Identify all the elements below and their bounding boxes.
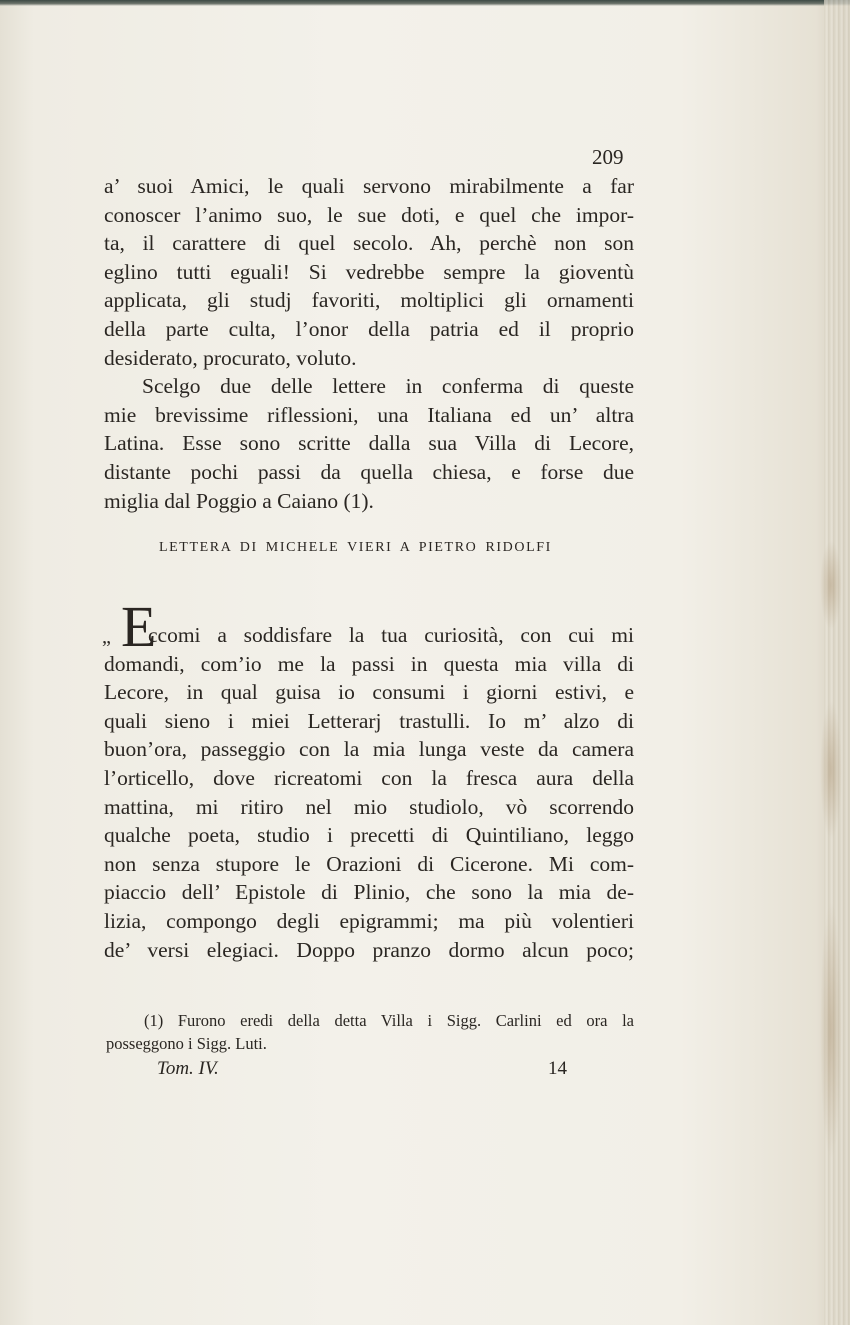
letter-line: l’orticello, dove ricreatomi con la fresca aura della: [104, 765, 634, 790]
letter-text: [104, 621, 634, 964]
foxing-stain: [820, 700, 842, 840]
body-line: eglino tutti eguali! Si vedrebbe sempre la gioventù: [104, 259, 634, 284]
letter-line: de’ versi elegiaci. Doppo pranzo dormo alcun poco;: [104, 937, 634, 962]
letter-heading: LETTERA DI MICHELE VIERI A PIETRO RIDOLFI: [159, 540, 552, 555]
letter-line: qualche poeta, studio i precetti di Quintiliano, leggo: [104, 823, 634, 848]
opening-quote-mark: „: [102, 626, 111, 648]
body-line: della parte culta, l’onor della patria ed il proprio: [104, 316, 634, 341]
body-line: distante pochi passi da quella chiesa, e forse due: [104, 459, 634, 484]
signature-number: 14: [548, 1058, 567, 1079]
footnote-line: posseggono i Sigg. Luti.: [106, 1034, 267, 1053]
foxing-stain: [820, 540, 842, 630]
letter-line: lizia, compongo degli epigrammi; ma più volentieri: [104, 908, 634, 933]
body-line: a’ suoi Amici, le quali servono mirabilmente a far: [104, 174, 634, 198]
letter-line: mattina, mi ritiro nel mio studiolo, vò scorrendo: [104, 794, 634, 819]
letter-line: domandi, com’io me la passi in questa mia villa di: [104, 651, 634, 676]
body-text: [104, 172, 634, 515]
page-number: 209: [592, 145, 624, 169]
body-line: conoscer l’animo suo, le sue doti, e quel che impor-: [104, 202, 634, 227]
drop-cap: E: [121, 594, 157, 659]
signature-mark: Tom. IV.: [157, 1058, 219, 1079]
foxing-stain: [820, 900, 842, 1160]
letter-line: non senza stupore le Orazioni di Cicerone. Mi com-: [104, 851, 634, 876]
letter-line: quali sieno i miei Letterarj trastulli. Io m’ alzo di: [104, 708, 634, 733]
letter-line: Lecore, in qual guisa io consumi i giorni estivi, e: [104, 680, 634, 705]
body-line: miglia dal Poggio a Caiano (1).: [104, 488, 374, 513]
footnote-line: (1) Furono eredi della detta Villa i Sigg. Carlini ed ora la: [144, 1011, 634, 1030]
body-line: Latina. Esse sono scritte dalla sua Villa di Lecore,: [104, 431, 634, 456]
letter-line: ccomi a soddisfare la tua curiosità, con cui mi: [148, 623, 634, 647]
body-line: Scelgo due delle lettere in conferma di queste: [142, 374, 634, 399]
page-top-edge: [0, 0, 850, 6]
letter-line: piaccio dell’ Epistole di Plinio, che sono la mia de-: [104, 880, 634, 905]
body-line: ta, il carattere di quel secolo. Ah, perchè non son: [104, 231, 634, 256]
body-line: mie brevissime riflessioni, una Italiana ed un’ altra: [104, 402, 634, 427]
footnote: [106, 1009, 634, 1055]
body-line: desiderato, procurato, voluto.: [104, 345, 357, 370]
letter-line: buon’ora, passeggio con la mia lunga veste da camera: [104, 737, 634, 762]
body-line: applicata, gli studj favoriti, moltiplici gli ornamenti: [104, 288, 634, 313]
